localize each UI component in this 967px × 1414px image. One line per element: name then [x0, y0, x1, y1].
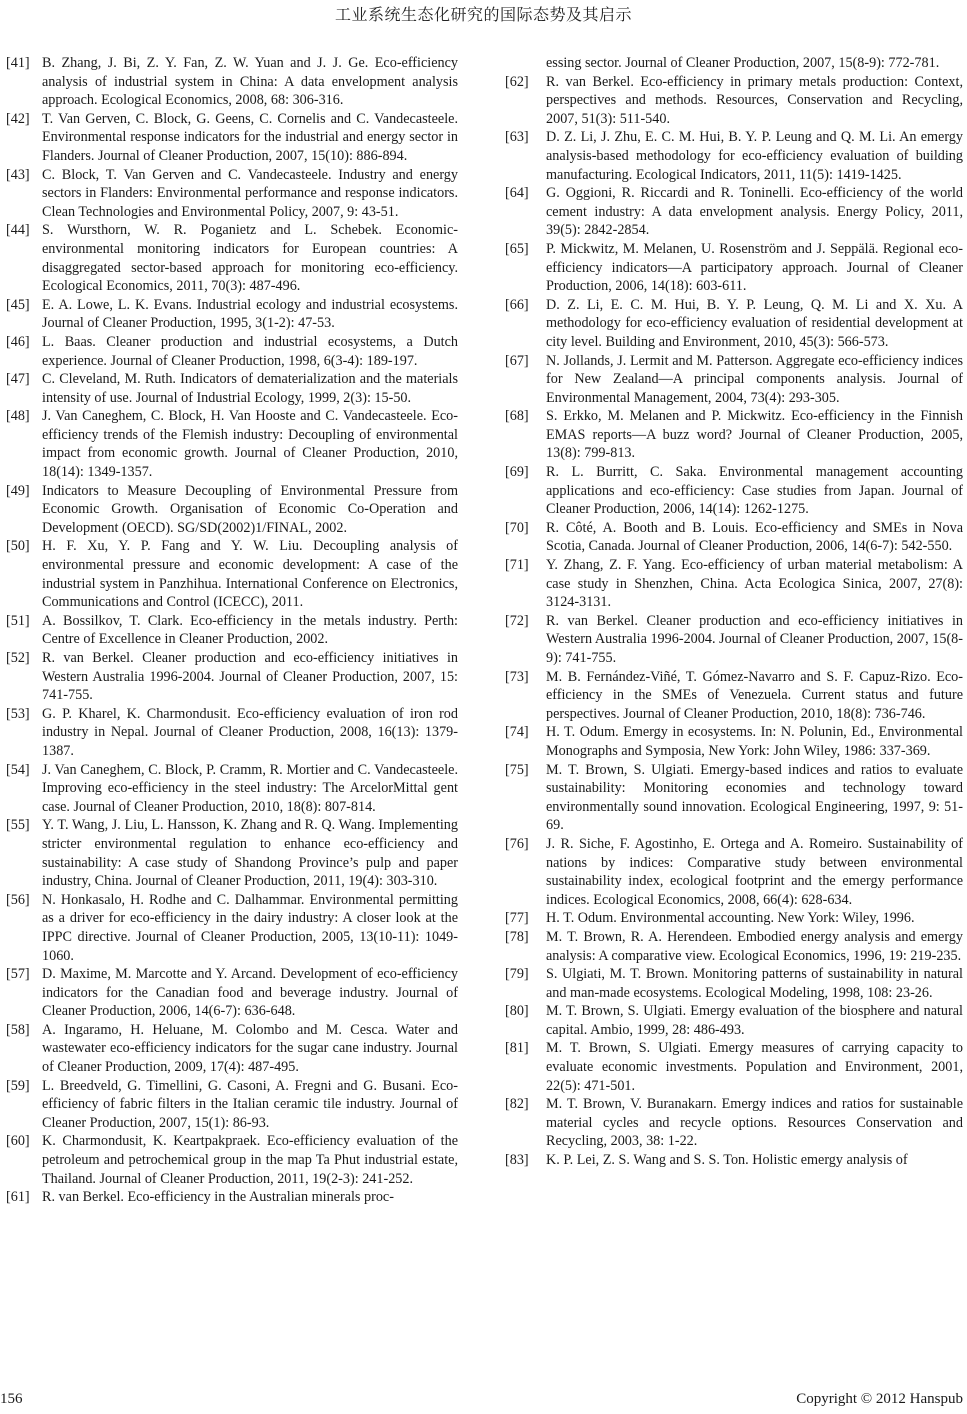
copyright-notice: Copyright © 2012 Hanspub [796, 1391, 963, 1407]
reference-text: M. T. Brown, S. Ulgiati. Emergy evaluation of the biosphere and natural capital. Ambio, 1999, 28: 486-493. [546, 1003, 963, 1038]
reference-text: M. T. Brown, R. A. Herendeen. Embodied energy analysis and emergy analysis: A comparative view. Ecological Economics, 1996, 19: 219-235. [546, 928, 963, 964]
reference-item [6, 407, 458, 481]
reference-number: [54] [6, 761, 30, 778]
reference-item [6, 891, 458, 965]
reference-item [505, 556, 963, 612]
reference-text: G. P. Kharel, K. Charmondusit. Eco-efficiency evaluation of iron rod industry in Nepal. Journal of Cleaner Production, 2008, 16(13): 1379-1387. [42, 705, 458, 759]
reference-item [6, 761, 458, 817]
reference-number: [76] [505, 835, 529, 852]
reference-item [505, 1002, 963, 1039]
reference-continuation [505, 54, 963, 73]
reference-item [6, 612, 458, 649]
reference-item [6, 1021, 458, 1077]
reference-number: [60] [6, 1133, 30, 1150]
reference-text: M. T. Brown, S. Ulgiati. Emergy measures of carrying capacity to evaluate economic investments. Population and Environment, 2001, 22(5): 471-501. [546, 1040, 963, 1094]
reference-number: [48] [6, 408, 30, 425]
reference-number: [50] [6, 538, 30, 555]
reference-number: [53] [6, 705, 30, 722]
running-header: 工业系统生态化研究的国际态势及其启示 [334, 5, 632, 24]
reference-number: [73] [505, 668, 529, 685]
reference-item [505, 1095, 963, 1151]
reference-item [505, 73, 963, 129]
reference-item [6, 333, 458, 370]
reference-number: [80] [505, 1003, 529, 1020]
reference-item [6, 110, 458, 166]
reference-number: [45] [6, 296, 30, 313]
reference-text: R. van Berkel. Eco-efficiency in primary metals production: Context, perspectives and methods. Resources, Conservation and Recycling, 2007, 51(3): 511-540. [546, 73, 963, 127]
reference-item [505, 723, 963, 760]
reference-item [6, 370, 458, 407]
reference-text: M. T. Brown, S. Ulgiati. Emergy-based indices and ratios to evaluate sustainability: Monitoring economies and technology toward environmentally sound innovation. Ecological Engineering, 1997, 9: 51-69. [546, 761, 963, 834]
reference-item [505, 835, 963, 909]
reference-text: H. T. Odum. Emergy in ecosystems. In: N. Polunin, Ed., Environmental Monographs and Symposia, New York: John Wiley, 1986: 337-369. [546, 724, 963, 759]
reference-number: [42] [6, 110, 30, 127]
reference-item [6, 649, 458, 705]
reference-number: [56] [6, 891, 30, 908]
reference-item [505, 761, 963, 835]
reference-text: S. Ulgiati, M. T. Brown. Monitoring patterns of sustainability in natural and man-made ecosystems. Ecological Modeling, 1998, 108: 23-26. [546, 966, 963, 1001]
reference-item [505, 463, 963, 519]
reference-number: [71] [505, 557, 529, 574]
reference-number: [47] [6, 371, 30, 388]
reference-item [6, 965, 458, 1021]
reference-item [505, 1151, 963, 1170]
reference-item [6, 705, 458, 761]
reference-text: N. Jollands, J. Lermit and M. Patterson. Aggregate eco-efficiency indices for New Zealand—A principal components analysis. Journal of Environmental Management, 2004, 73(4): 293-305. [546, 352, 963, 406]
reference-text: T. Van Gerven, C. Block, G. Geens, C. Cornelis and C. Vandecasteele. Environmental response indicators for the industrial and energy sector in Flanders. Journal of Cleaner Production, 2007, 15(10): 886-894. [42, 110, 458, 164]
reference-number: [79] [505, 966, 529, 983]
reference-item [505, 965, 963, 1002]
reference-text: C. Cleveland, M. Ruth. Indicators of dematerialization and the materials intensity of use. Journal of Industrial Ecology, 1999, 2(3): 15-50. [42, 371, 458, 406]
references-right-column [505, 54, 963, 1170]
reference-number: [46] [6, 333, 30, 350]
reference-item [505, 668, 963, 724]
reference-number: [49] [6, 482, 30, 499]
reference-item [505, 240, 963, 296]
reference-text: R. van Berkel. Eco-efficiency in the Australian minerals proc- [42, 1189, 394, 1206]
reference-item [505, 184, 963, 240]
reference-text: J. Van Caneghem, C. Block, H. Van Hooste and C. Vandecasteele. Eco-efficiency trends of the Flemish industry: Decoupling of environmental impact from economic growth. Journal of Cleaner Production, 2010, 18(14): 1349-1357. [42, 408, 458, 481]
reference-number: [55] [6, 817, 30, 834]
reference-item [505, 909, 963, 928]
reference-number: [59] [6, 1077, 30, 1094]
reference-text: D. Z. Li, J. Zhu, E. C. M. Hui, B. Y. P. Leung and Q. M. Li. An emergy analysis-based methodology for eco-efficiency evaluation of building manufacturing. Ecological Indicators, 2011, 11(5): 1419-1425. [546, 129, 963, 183]
reference-item [6, 296, 458, 333]
reference-text: H. T. Odum. Environmental accounting. New York: Wiley, 1996. [546, 910, 915, 927]
reference-number: [68] [505, 408, 529, 425]
reference-number: [63] [505, 129, 529, 146]
reference-text: L. Breedveld, G. Timellini, G. Casoni, A. Fregni and G. Busani. Eco-efficiency of fabric filters in the Italian ceramic tile industry. Journal of Cleaner Production, 2007, 15(1): 86-93. [42, 1077, 458, 1131]
reference-text: H. F. Xu, Y. P. Fang and Y. W. Liu. Decoupling analysis of environmental pressure and economic development: A case of the industrial system in Panzhihua. International Conference on Electronics, Communications and Control (ICECC), 2011. [42, 538, 458, 611]
reference-number: [74] [505, 724, 529, 741]
reference-number: [51] [6, 612, 30, 629]
page-number: 156 [0, 1391, 23, 1407]
reference-number: [82] [505, 1096, 529, 1113]
reference-item [6, 1077, 458, 1133]
reference-item [6, 166, 458, 222]
reference-text: R. van Berkel. Cleaner production and eco-efficiency initiatives in Western Australia 1996-2004. Journal of Cleaner Production, 2007, 15: 741-755. [42, 650, 458, 704]
reference-text: M. T. Brown, V. Buranakarn. Emergy indices and ratios for sustainable material cycles and recycle options. Resources Conservation and Recycling, 2003, 38: 1-22. [546, 1096, 963, 1150]
reference-text: R. Côté, A. Booth and B. Louis. Eco-efficiency and SMEs in Nova Scotia, Canada. Journal of Cleaner Production, 2006, 14(6-7): 542-550. [546, 519, 963, 555]
reference-number: [69] [505, 464, 529, 481]
reference-text: D. Maxime, M. Marcotte and Y. Arcand. Development of eco-efficiency indicators for the Canadian food and beverage industry. Journal of Cleaner Production, 2006, 14(6-7): 636-648. [42, 966, 458, 1020]
reference-number: [57] [6, 966, 30, 983]
reference-text: B. Zhang, J. Bi, Z. Y. Fan, Z. W. Yuan and J. J. Ge. Eco-efficiency analysis of industrial system in China: A data envelopment analysis approach. Ecological Economics, 2008, 68: 306-316. [42, 55, 458, 109]
reference-text: K. Charmondusit, K. Keartpakpraek. Eco-efficiency evaluation of the petroleum and petrochemical group in the map Ta Phut industrial estate, Thailand. Journal of Cleaner Production, 2011, 19(2-3): 241-252. [42, 1133, 458, 1187]
reference-item [505, 128, 963, 184]
reference-number: [61] [6, 1189, 30, 1206]
reference-number: [70] [505, 519, 529, 536]
reference-item [505, 296, 963, 352]
reference-item [6, 1188, 458, 1207]
reference-text: E. A. Lowe, L. K. Evans. Industrial ecology and industrial ecosystems. Journal of Cleaner Production, 1995, 3(1-2): 47-53. [42, 296, 458, 332]
reference-text: S. Wursthorn, W. R. Poganietz and L. Schebek. Economic-environmental monitoring indicators for European countries: A disaggregated sector-based approach for monitoring eco-efficiency. Ecological Economics, 2011, 70(3): 487-496. [42, 222, 458, 295]
reference-text: N. Honkasalo, H. Rodhe and C. Dalhammar. Environmental permitting as a driver for eco-efficiency in the dairy industry: A closer look at the IPPC directive. Journal of Cleaner Production, 2005, 13(10-11): 1049-1060. [42, 891, 458, 964]
reference-number: [44] [6, 222, 30, 239]
reference-text: Indicators to Measure Decoupling of Environmental Pressure from Economic Growth. Organisation of Economic Co-Operation and Development (OECD). SG/SD(2002)1/FINAL, 2002. [42, 482, 458, 536]
reference-item [6, 1132, 458, 1188]
reference-item [505, 1039, 963, 1095]
reference-text: J. R. Siche, F. Agostinho, E. Ortega and A. Romeiro. Sustainability of nations by indices: Comparative study between environmental sustainability index, ecological footprint and the emergy performance indices. Ecological Economics, 2008, 66(4): 628-634. [546, 835, 963, 908]
reference-text: M. B. Fernández-Viñé, T. Gómez-Navarro and S. F. Capuz-Rizo. Eco-efficiency in the SMEs of Venezuela. Current status and future perspectives. Journal of Cleaner Production, 2010, 18(8): 736-746. [546, 668, 963, 722]
reference-item [6, 54, 458, 110]
reference-text: R. van Berkel. Cleaner production and eco-efficiency initiatives in Western Australia 1996-2004. Journal of Cleaner Production, 2007, 15(8-9): 741-755. [546, 612, 963, 666]
reference-text: S. Erkko, M. Melanen and P. Mickwitz. Eco-efficiency in the Finnish EMAS reports—A buzz word? Journal of Cleaner Production, 2005, 13(8): 799-813. [546, 408, 963, 462]
reference-item [6, 816, 458, 890]
reference-number: [58] [6, 1021, 30, 1038]
reference-item [505, 612, 963, 668]
reference-text: L. Baas. Cleaner production and industrial ecosystems, a Dutch experience. Journal of Cleaner Production, 1998, 6(3-4): 189-197. [42, 333, 458, 369]
reference-text: G. Oggioni, R. Riccardi and R. Toninelli. Eco-efficiency of the world cement industry: A data envelopment analysis. Energy Policy, 2011, 39(5): 2842-2854. [546, 185, 963, 239]
reference-number: [83] [505, 1152, 529, 1169]
reference-number: [41] [6, 55, 30, 71]
reference-text: Y. Zhang, Z. F. Yang. Eco-efficiency of urban material metabolism: A case study in Shenzhen, China. Acta Ecologica Sinica, 2007, 27(8): 3124-3131. [546, 557, 963, 611]
reference-number: [64] [505, 185, 529, 202]
reference-text: A. Bossilkov, T. Clark. Eco-efficiency in the metals industry. Perth: Centre of Excellence in Cleaner Production, 2002. [42, 612, 458, 648]
reference-number: [52] [6, 650, 30, 666]
reference-number-spacer [505, 54, 546, 73]
reference-text: A. Ingaramo, H. Heluane, M. Colombo and M. Cesca. Water and wastewater eco-efficiency indicators for the sugar cane industry. Journal of Cleaner Production, 2009, 17(4): 487-495. [42, 1021, 458, 1076]
reference-text: P. Mickwitz, M. Melanen, U. Rosenström and J. Seppälä. Regional eco-efficiency indicators—A participatory approach. Journal of Cleaner Production, 2006, 14(18): 603-611. [546, 240, 963, 295]
reference-number: [81] [505, 1040, 529, 1057]
reference-number: [65] [505, 240, 529, 257]
reference-item [6, 482, 458, 538]
reference-number: [75] [505, 761, 529, 778]
reference-item [505, 519, 963, 556]
reference-text: D. Z. Li, E. C. M. Hui, B. Y. P. Leung, Q. M. Li and X. Xu. A methodology for eco-efficiency evaluation of residential development at city level. Building and Environment, 2010, 45(3): 566-573. [546, 296, 963, 350]
reference-number: [72] [505, 612, 529, 629]
reference-text: Y. T. Wang, J. Liu, L. Hansson, K. Zhang and R. Q. Wang. Implementing stricter environmental regulation to enhance eco-efficiency and sustainability: A case study of Shandong Province’s pulp and paper industry, China. Journal of Cleaner Production, 2011, 19(4): 303-310. [42, 817, 458, 890]
reference-item [505, 928, 963, 965]
reference-number: [77] [505, 910, 529, 927]
reference-item [505, 352, 963, 408]
reference-number: [62] [505, 73, 529, 90]
reference-number: [66] [505, 296, 529, 313]
reference-number: [78] [505, 928, 529, 945]
reference-item [6, 221, 458, 295]
reference-number: [43] [6, 166, 30, 183]
reference-text: C. Block, T. Van Gerven and C. Vandecasteele. Industry and energy sectors in Flanders: Environmental performance and response indicators. Clean Technologies and Environmental Policy, 2007, 9: 43-51. [42, 166, 458, 220]
reference-text: K. P. Lei, Z. S. Wang and S. S. Ton. Holistic emergy analysis of [546, 1152, 908, 1169]
reference-text: J. Van Caneghem, C. Block, P. Cramm, R. Mortier and C. Vandecasteele. Improving eco-efficiency in the steel industry: The ArcelorMittal gent case. Journal of Cleaner Production, 2010, 18(8): 807-814. [42, 761, 458, 815]
reference-number: [67] [505, 352, 529, 369]
reference-text: R. L. Burritt, C. Saka. Environmental management accounting applications and eco-efficiency: Case studies from Japan. Journal of Cleaner Production, 2006, 14(14): 1262-1275. [546, 464, 963, 518]
references-left-column [6, 54, 458, 1207]
reference-item [6, 537, 458, 611]
reference-text: essing sector. Journal of Cleaner Production, 2007, 15(8-9): 772-781. [546, 55, 940, 71]
reference-item [505, 407, 963, 463]
